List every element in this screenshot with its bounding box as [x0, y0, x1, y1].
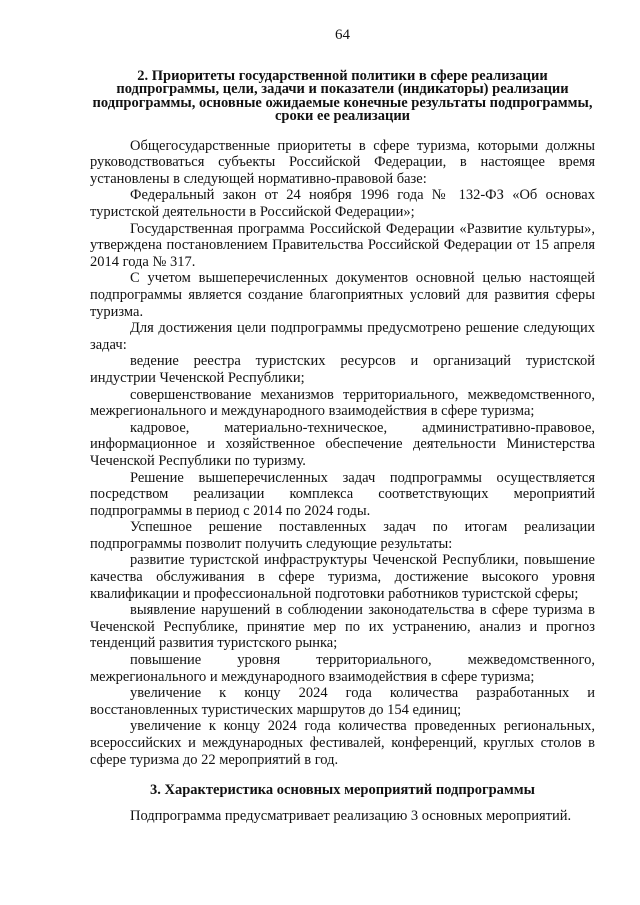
paragraph: увеличение к концу 2024 года количества проведенных региональных, всероссийских и международных фестивалей, конференций, круглых столов в сфере туризма до 22 мероприятий в год.: [90, 718, 595, 768]
paragraph: Государственная программа Российской Федерации «Развитие культуры», утверждена постановлением Правительства Российской Федерации от 15 апреля 2014 года № 317.: [90, 220, 595, 270]
paragraph: увеличение к концу 2024 года количества разработанных и восстановленных туристических маршрутов до 154 единиц;: [90, 685, 595, 718]
section-3-heading: 3. Характеристика основных мероприятий подпрограммы: [150, 782, 535, 799]
paragraph: развитие туристской инфраструктуры Чеченской Республики, повышение качества обслуживания в сфере туризма, достижение высокого уровня квалификации и профессиональной подготовки работников туристской сферы;: [90, 552, 595, 602]
paragraph: Успешное решение поставленных задач по итогам реализации подпрограммы позволит получить следующие результаты:: [90, 519, 595, 552]
paragraph: С учетом вышеперечисленных документов основной целью настоящей подпрограммы является создание благоприятных условий для развития сферы туризма.: [90, 270, 595, 320]
paragraph: Для достижения цели подпрограммы предусмотрено решение следующих задач:: [90, 320, 595, 353]
paragraph: Решение вышеперечисленных задач подпрограммы осуществляется посредством реализации комплекса соответствующих мероприятий подпрограммы в период с 2014 по 2024 годы.: [90, 469, 595, 519]
paragraph: ведение реестра туристских ресурсов и организаций туристской индустрии Чеченской Республики;: [90, 353, 595, 386]
paragraph: кадровое, материально-техническое, административно-правовое, информационное и хозяйственное обеспечение деятельности Министерства Чеченской Республики по туризму.: [90, 419, 595, 469]
paragraph: совершенствование механизмов территориального, межведомственного, межрегионального и международного взаимодействия в сфере туризма;: [90, 386, 595, 420]
paragraph: выявление нарушений в соблюдении законодательства в сфере туризма в Чеченской Республике, принятие мер по их устранению, анализ и прогноз тенденций развития туристского рынка;: [90, 602, 595, 652]
paragraph: Общегосударственные приоритеты в сфере туризма, которыми должны руководствоваться субъекты Российской Федерации, в настоящее время установлены в следующей нормативно-правовой базе:: [90, 137, 595, 187]
section-2-heading: 2. Приоритеты государственной политики в сфере реализации подпрограммы, цели, задачи и показатели (индикаторы) реализации подпрограммы, основные ожидаемые конечные результаты подпрограммы, сроки ее реализации: [92, 68, 593, 125]
page-number: 64: [335, 27, 350, 43]
paragraph: Подпрограмма предусматривает реализацию 3 основных мероприятий.: [130, 808, 572, 825]
paragraph: повышение уровня территориального, межведомственного, межрегионального и международного взаимодействия в сфере туризма;: [90, 652, 595, 685]
paragraph: Федеральный закон от 24 ноября 1996 года № 132-ФЗ «Об основах туристской деятельности в Российской Федерации»;: [90, 187, 595, 220]
document-page: [90, 26, 595, 825]
